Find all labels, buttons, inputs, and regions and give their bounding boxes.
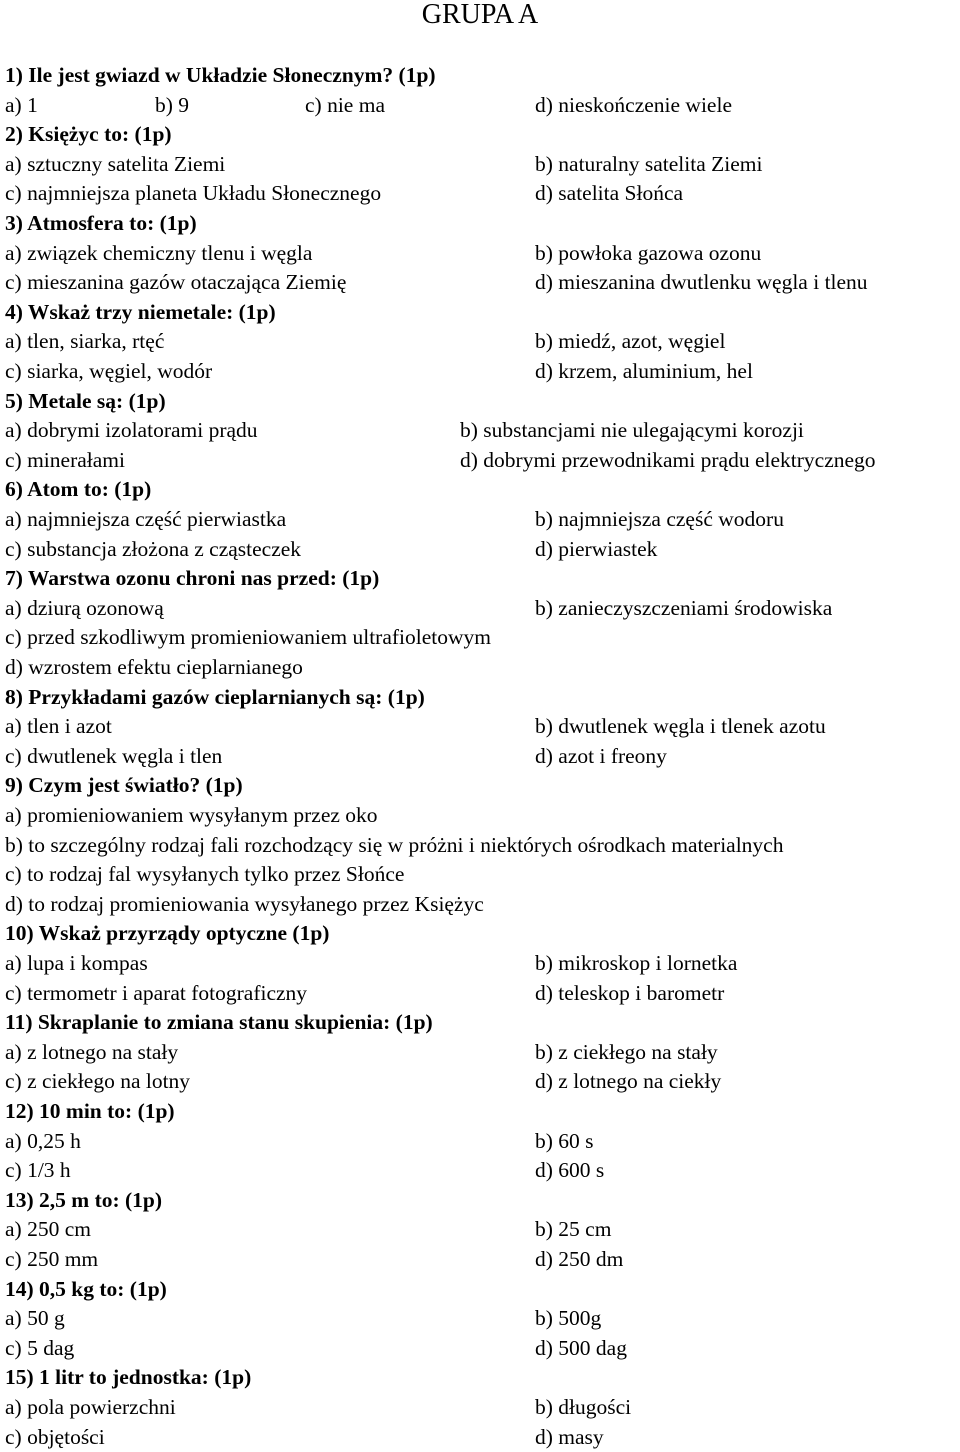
- answer-option: d) dobrymi przewodnikami prądu elektrycznego: [460, 447, 876, 472]
- answer-option: a) lupa i kompas: [5, 951, 148, 975]
- answer-row: [0, 1244, 960, 1274]
- answer-row: [0, 238, 960, 268]
- answer-option: c) z ciekłego na lotny: [5, 1069, 191, 1094]
- question-text: 10) Wskaż przyrządy optyczne (1p): [5, 921, 330, 946]
- answer-option: c) przed szkodliwym promieniowaniem ultrafioletowym: [5, 625, 492, 650]
- answer-option: d) satelita Słońca: [535, 181, 684, 206]
- question-text: 15) 1 litr to jednostka: (1p): [5, 1365, 252, 1390]
- answer-row: [0, 652, 960, 682]
- answer-option: d) nieskończenie wiele: [535, 92, 732, 117]
- answer-row: [0, 445, 960, 475]
- answer-option: b) 25 cm: [535, 1217, 612, 1242]
- answer-row: [0, 1155, 960, 1185]
- answer-row: [0, 830, 960, 860]
- answer-row: [0, 593, 960, 623]
- answer-row: [0, 267, 960, 297]
- answer-option: d) 250 dm: [535, 1247, 624, 1271]
- answer-row: [0, 415, 960, 445]
- answer-option: a) tlen i azot: [5, 714, 112, 739]
- answer-row: [0, 1303, 960, 1333]
- answer-option: b) 60 s: [535, 1128, 594, 1153]
- answer-option: b) to szczególny rodzaj fali rozchodzący się w próżni i niektórych ośrodkach materialnych: [5, 832, 784, 857]
- answer-option: d) masy: [535, 1424, 604, 1449]
- question-text: 9) Czym jest światło? (1p): [5, 773, 243, 798]
- answer-row: [0, 1214, 960, 1244]
- answer-option: d) 500 dag: [535, 1335, 627, 1360]
- answer-row: [0, 889, 960, 919]
- answer-row: [0, 1422, 960, 1452]
- answer-option: a) 1: [5, 92, 38, 117]
- answer-row: [0, 178, 960, 208]
- answer-option: b) powłoka gazowa ozonu: [535, 240, 762, 265]
- answer-row: [0, 149, 960, 179]
- answer-option: d) z lotnego na ciekły: [535, 1069, 722, 1094]
- answer-option: d) teleskop i barometr: [535, 980, 725, 1005]
- answer-option: b) mikroskop i lornetka: [535, 951, 738, 975]
- answer-option: b) zanieczyszczeniami środowiska: [535, 595, 833, 620]
- answer-row: [0, 1037, 960, 1067]
- answer-option: a) promieniowaniem wysyłanym przez oko: [5, 803, 378, 827]
- answer-row: [0, 326, 960, 356]
- answer-option: a) dobrymi izolatorami prądu: [5, 418, 258, 443]
- answer-row: [0, 948, 960, 978]
- answer-row: [0, 1126, 960, 1156]
- answer-option: d) pierwiastek: [535, 536, 658, 561]
- question-text: 1) Ile jest gwiazd w Układzie Słonecznym? (1p): [5, 63, 436, 87]
- answer-row: [0, 622, 960, 652]
- question-text: 7) Warstwa ozonu chroni nas przed: (1p): [5, 566, 380, 591]
- answer-option: a) związek chemiczny tlenu i węgla: [5, 240, 313, 265]
- answer-option: a) z lotnego na stały: [5, 1039, 179, 1064]
- answer-option: b) 9: [155, 92, 190, 117]
- answer-option: a) najmniejsza część pierwiastka: [5, 507, 287, 531]
- answer-option: b) długości: [535, 1395, 632, 1419]
- answer-option: b) naturalny satelita Ziemi: [535, 151, 763, 176]
- question-text: 4) Wskaż trzy niemetale: (1p): [5, 299, 276, 324]
- answer-option: c) siarka, węgiel, wodór: [5, 359, 213, 383]
- answer-option: d) krzem, aluminium, hel: [535, 359, 753, 383]
- answer-option: d) wzrostem efektu cieplarnianego: [5, 655, 303, 679]
- question-text: 13) 2,5 m to: (1p): [5, 1187, 163, 1212]
- answer-option: c) nie ma: [305, 92, 385, 117]
- question-text: 14) 0,5 kg to: (1p): [5, 1276, 167, 1301]
- answer-row: [0, 711, 960, 741]
- answer-option: c) 1/3 h: [5, 1158, 71, 1183]
- answer-option: a) 50 g: [5, 1306, 65, 1331]
- answer-option: d) azot i freony: [535, 743, 667, 768]
- question-text: 12) 10 min to: (1p): [5, 1099, 175, 1123]
- page-title: GRUPA A: [421, 0, 539, 30]
- answer-option: d) 600 s: [535, 1158, 605, 1183]
- answer-row: [0, 1333, 960, 1363]
- answer-row: [0, 741, 960, 771]
- question-text: 11) Skraplanie to zmiana stanu skupienia: (1p): [5, 1010, 433, 1035]
- answer-option: b) miedź, azot, węgiel: [535, 329, 726, 354]
- answer-option: c) objętości: [5, 1424, 105, 1449]
- question-text: 6) Atom to: (1p): [5, 477, 152, 502]
- answer-option: c) to rodzaj fal wysyłanych tylko przez Słońce: [5, 862, 405, 887]
- answer-option: c) minerałami: [5, 447, 125, 472]
- answer-row: [0, 534, 960, 564]
- answer-option: c) mieszanina gazów otaczająca Ziemię: [5, 270, 347, 295]
- answer-option: b) dwutlenek węgla i tlenek azotu: [535, 714, 826, 739]
- answer-option: c) dwutlenek węgla i tlen: [5, 743, 223, 768]
- answer-option: c) 5 dag: [5, 1335, 75, 1360]
- answer-option: a) tlen, siarka, rtęć: [5, 329, 165, 354]
- answer-option: b) 500g: [535, 1306, 602, 1331]
- question-text: 5) Metale są: (1p): [5, 388, 166, 413]
- answer-row: [0, 800, 960, 830]
- answer-row: [0, 504, 960, 534]
- answer-row: [0, 356, 960, 386]
- answer-option: b) najmniejsza część wodoru: [535, 507, 784, 531]
- answer-option: c) termometr i aparat fotograficzny: [5, 980, 308, 1005]
- answer-option: d) to rodzaj promieniowania wysyłanego przez Księżyc: [5, 891, 484, 916]
- answer-option: a) pola powierzchni: [5, 1395, 176, 1419]
- answer-option: a) 0,25 h: [5, 1128, 81, 1153]
- answer-option: c) substancja złożona z cząsteczek: [5, 536, 302, 561]
- answer-row: [0, 90, 960, 120]
- answer-option: d) mieszanina dwutlenku węgla i tlenu: [535, 270, 868, 295]
- answer-option: b) z ciekłego na stały: [535, 1039, 718, 1064]
- question-text: 2) Księżyc to: (1p): [5, 122, 172, 147]
- answer-row: [0, 978, 960, 1008]
- answer-row: [0, 1392, 960, 1422]
- answer-option: c) 250 mm: [5, 1247, 99, 1271]
- answer-option: a) dziurą ozonową: [5, 595, 164, 620]
- answer-option: a) sztuczny satelita Ziemi: [5, 151, 226, 176]
- answer-option: c) najmniejsza planeta Układu Słonecznego: [5, 181, 382, 206]
- question-text: 3) Atmosfera to: (1p): [5, 211, 197, 235]
- question-text: 8) Przykładami gazów cieplarnianych są: (1p): [5, 684, 425, 709]
- answer-option: b) substancjami nie ulegającymi korozji: [460, 418, 804, 443]
- answer-option: a) 250 cm: [5, 1217, 91, 1242]
- answer-row: [0, 859, 960, 889]
- answer-row: [0, 1066, 960, 1096]
